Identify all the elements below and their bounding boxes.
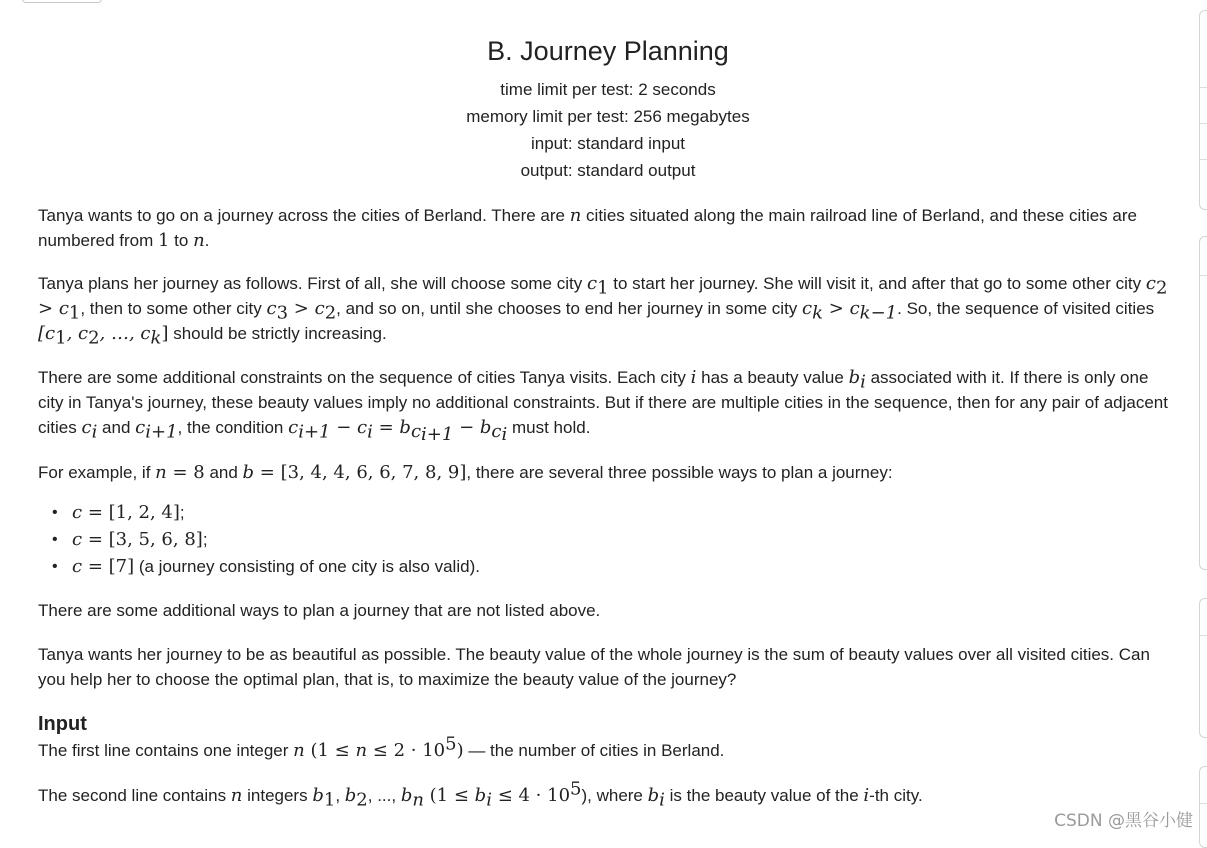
legend-paragraph-1: Tanya wants to go on a journey across the cities of Berland. There are n cities situated along the main railroad line of Berland, and these cities are numbered from 1 to n. [38, 205, 1137, 251]
time-limit: time limit per test: 2 seconds [500, 80, 716, 99]
input-paragraph-2: The second line contains n integers $b_1$, $b_2$, ..., $b_n$ $(1 \le b_i \le 4 \cdot 10^5)$, where $b_i$ is the beauty value of the i-th city. [38, 778, 923, 811]
legend-paragraph-5: There are some additional ways to plan a journey that are not listed above. [38, 601, 601, 620]
list-item: • c = [3, 5, 6, 8]; [52, 526, 1178, 553]
sidebar-frame-4 [1199, 766, 1207, 848]
output-file: output: standard output [520, 161, 696, 180]
sidebar-frame-1 [1199, 10, 1207, 210]
legend-paragraph-4: For example, if n = 8 and b = [3, 4, 4, 6, 6, 7, 8, 9], there are several three possible ways to plan a journey: [38, 462, 893, 483]
input-specification [38, 711, 1178, 811]
legend-paragraph-6: Tanya wants her journey to be as beautiful as possible. The beauty value of the whole journey is the sum of beauty values over all visited cities. Can you help her to choose the optimal plan, that is, to maximize the beauty value of the journey? [38, 645, 1150, 689]
list-item: • c = [1, 2, 4]; [52, 499, 1178, 526]
problem-limits [38, 76, 1178, 184]
problem-statement [38, 30, 1178, 811]
problem-title: B. Journey Planning [487, 36, 729, 66]
csdn-watermark: CSDN @黑谷小健 [1054, 811, 1193, 831]
sidebar-frame-2 [1199, 236, 1207, 570]
top-tab[interactable] [22, 0, 102, 3]
input-file: input: standard input [530, 134, 686, 153]
memory-limit: memory limit per test: 256 megabytes [466, 107, 750, 126]
legend-paragraph-2: Tanya plans her journey as follows. First of all, she will choose some city $c_1$ to start her journey. She will visit it, and after that go to some other city $c_2 > c_1$, then to some other city $c_3 > c_2$, and so on, until she chooses to end her journey in some city $c_k > c_{k-1}$. So, the sequence of visited cities [$c_1$, $c_2$, …, $c_k$] should be strictly increasing. [38, 273, 1168, 349]
input-section-title: Input [38, 713, 87, 735]
legend-paragraph-3: There are some additional constraints on the sequence of cities Tanya visits. Each city i has a beauty value $b_i$ associated with it. If there is only one city in Tanya's journey, these beauty values imply no additional constraints. But if there are multiple cities in the sequence, then for any pair of adjacent cities $c_i$ and $c_{i+1}$, the condition $c_{i+1} - c_i = b_{c_{i+1}} - b_{c_i}$ must hold. [38, 367, 1168, 446]
list-item: • c = [7] (a journey consisting of one city is also valid). [52, 553, 1178, 580]
legend [38, 203, 1178, 692]
input-paragraph-1: The first line contains one integer n $(1 \le n \le 2 \cdot 10^5)$ — the number of cities in Berland. [38, 733, 725, 761]
example-list [38, 499, 1178, 580]
sidebar-frame-3 [1199, 598, 1207, 738]
